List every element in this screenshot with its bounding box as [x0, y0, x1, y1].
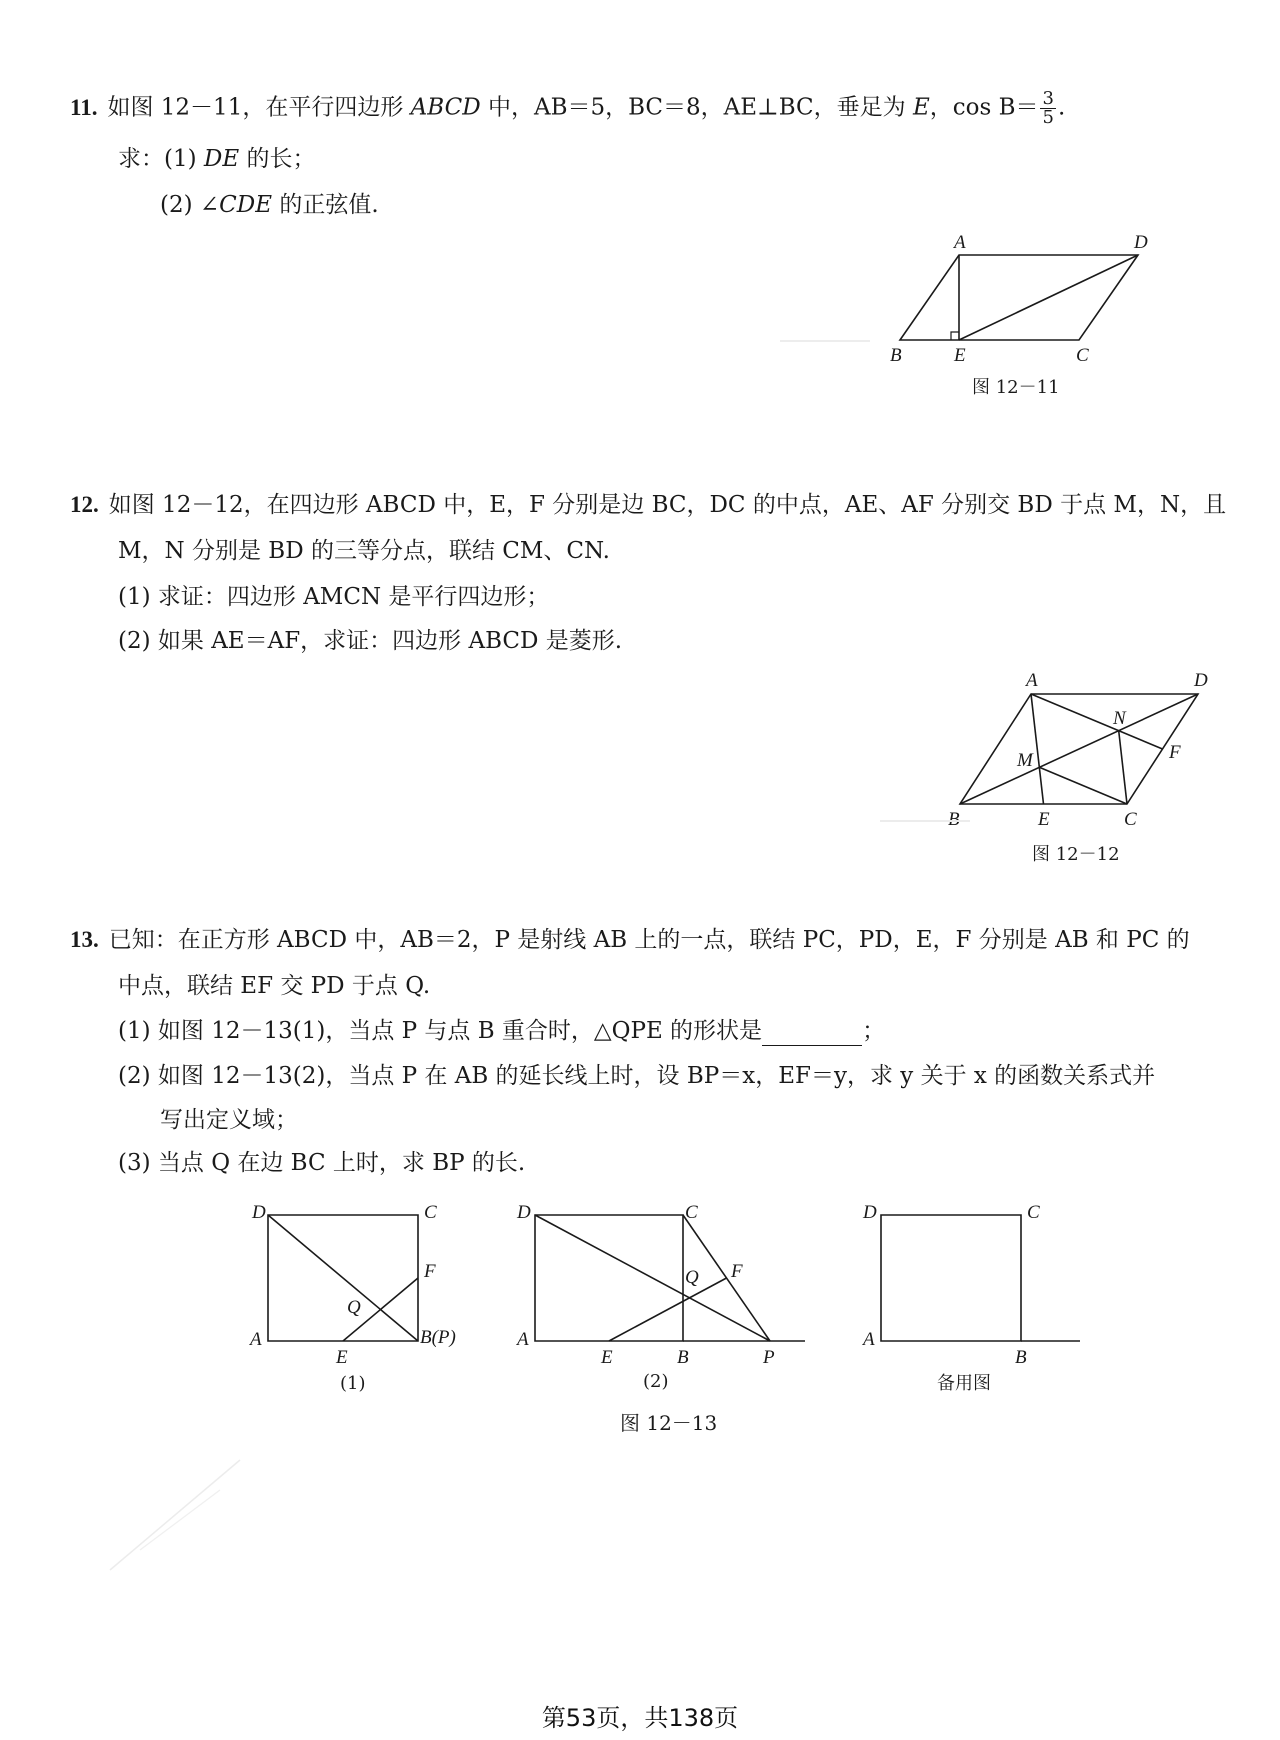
- label-d: D: [1194, 670, 1208, 691]
- label-a: A: [863, 1329, 875, 1350]
- q11-ask1-var: DE: [203, 146, 240, 172]
- segment-ed: [959, 255, 1138, 340]
- q12-line2: M，N 分别是 BD 的三等分点，联结 CM、CN.: [118, 538, 610, 564]
- right-angle-mark: [951, 332, 959, 340]
- parallelogram-abcd: [900, 255, 1138, 340]
- label-a: A: [1026, 670, 1038, 691]
- label-c: C: [1076, 345, 1089, 366]
- answer-blank[interactable]: [762, 1023, 862, 1046]
- label-d: D: [863, 1202, 877, 1223]
- label-f: F: [424, 1261, 436, 1282]
- label-e: E: [601, 1347, 613, 1368]
- label-e: E: [1038, 809, 1050, 830]
- label-m: M: [1017, 750, 1033, 771]
- label-c: C: [1027, 1202, 1040, 1223]
- label-f: F: [1169, 742, 1181, 763]
- q13-part3: (3) 当点 Q 在边 BC 上时，求 BP 的长.: [118, 1150, 526, 1176]
- q11-ask-prefix: 求：(1): [118, 146, 197, 172]
- label-c: C: [424, 1202, 437, 1223]
- q13-part1: [118, 1016, 885, 1046]
- label-e: E: [336, 1347, 348, 1368]
- caption-12-12: 图 12－12: [1032, 844, 1120, 865]
- q11-stem-end: .: [1057, 94, 1066, 121]
- q11-stem-cos: ，cos B＝: [929, 94, 1039, 121]
- q13-number: 13.: [70, 927, 99, 952]
- label-d: D: [1134, 232, 1148, 253]
- label-c: C: [685, 1202, 698, 1223]
- q12-part2: (2) 如果 AE＝AF，求证：四边形 ABCD 是菱形.: [118, 628, 623, 654]
- label-a: A: [954, 232, 966, 253]
- fraction-numerator: 3: [1042, 88, 1054, 109]
- caption-12-11: 图 12－11: [972, 377, 1060, 398]
- figure-12-11: [890, 230, 1170, 400]
- q13-part1-text: (1) 如图 12－13(1)，当点 P 与点 B 重合时，△QPE 的形状是: [118, 1018, 763, 1044]
- label-b: B: [948, 809, 960, 830]
- label-a: A: [517, 1329, 529, 1350]
- q13-part2-line1: (2) 如图 12－13(2)，当点 P 在 AB 的延长线上时，设 BP＝x，EF＝y，求 y 关于 x 的函数关系式并: [118, 1063, 1156, 1089]
- segment-ae: [1031, 694, 1044, 804]
- caption-1: (1): [340, 1373, 366, 1394]
- figure-12-13-backup: [855, 1195, 1095, 1395]
- page-footer: 第53页，共138页: [541, 1704, 739, 1732]
- label-n: N: [1113, 708, 1126, 729]
- q11-number: 11.: [70, 94, 98, 120]
- label-d: D: [252, 1202, 266, 1223]
- label-f: F: [731, 1261, 743, 1282]
- q12-number: 12.: [70, 492, 99, 517]
- fraction-denominator: 5: [1042, 107, 1054, 128]
- bleed-through-shape: [100, 1450, 260, 1580]
- q11-ask2-label: (2): [160, 192, 193, 218]
- q11-ask1-text: 的长；: [246, 146, 316, 172]
- q11-ask2: [160, 190, 379, 220]
- q12-line1-text: 如图 12－12，在四边形 ABCD 中，E，F 分别是边 BC，DC 的中点，AE、AF 分别交 BD 于点 M，N，且: [108, 492, 1227, 518]
- square-abcd: [881, 1215, 1021, 1341]
- label-b: B: [1015, 1347, 1027, 1368]
- q13-part1-end: ；: [862, 1018, 886, 1044]
- segment-cm: [1039, 767, 1127, 804]
- label-p: P: [763, 1347, 775, 1368]
- q11-stem-mid: 中，AB＝5，BC＝8，AE⊥BC，垂足为: [487, 94, 906, 121]
- q11-ask1: [118, 144, 315, 174]
- figure-12-12: [950, 668, 1220, 868]
- segment-cn: [1119, 731, 1127, 804]
- caption-2: (2): [643, 1371, 669, 1392]
- segment-dp: [268, 1215, 418, 1341]
- q13-line2: 中点，联结 EF 交 PD 于点 Q.: [118, 973, 431, 999]
- q12-part1: (1) 求证：四边形 AMCN 是平行四边形；: [118, 584, 550, 610]
- label-b: B: [890, 345, 902, 366]
- label-a: A: [250, 1329, 262, 1350]
- cos-fraction: [1040, 90, 1055, 127]
- q11-ask2-text: 的正弦值.: [279, 192, 379, 218]
- q12-line1: [70, 490, 1226, 520]
- label-b: B(P): [420, 1327, 456, 1348]
- q11-ask2-var: ∠CDE: [199, 192, 273, 218]
- square-abcd: [535, 1215, 683, 1341]
- figure-12-13-2: [505, 1195, 825, 1395]
- label-d: D: [517, 1202, 531, 1223]
- segment-ef: [609, 1278, 727, 1341]
- label-e: E: [954, 345, 966, 366]
- bleed-through-mark: [780, 340, 870, 342]
- q11-stem-abcd: ABCD: [410, 94, 481, 121]
- q13-line1: [70, 925, 1190, 955]
- label-c: C: [1124, 809, 1137, 830]
- label-q: Q: [685, 1267, 699, 1288]
- q11-stem-part: 如图 12－11，在平行四边形: [107, 94, 404, 121]
- q13-part2-line2: 写出定义域；: [160, 1107, 298, 1133]
- label-q: Q: [347, 1297, 361, 1318]
- bleed-through-mark: [880, 820, 970, 822]
- caption-12-13: 图 12－13: [620, 1411, 718, 1435]
- q13-line1-text: 已知：在正方形 ABCD 中，AB＝2，P 是射线 AB 上的一点，联结 PC，PD，E，F 分别是 AB 和 PC 的: [108, 927, 1190, 953]
- figure-12-13-1: [240, 1195, 470, 1395]
- q11-stem: [70, 90, 1065, 127]
- label-b: B: [677, 1347, 689, 1368]
- q11-stem-e: E: [912, 94, 930, 121]
- caption-backup: 备用图: [937, 1373, 991, 1394]
